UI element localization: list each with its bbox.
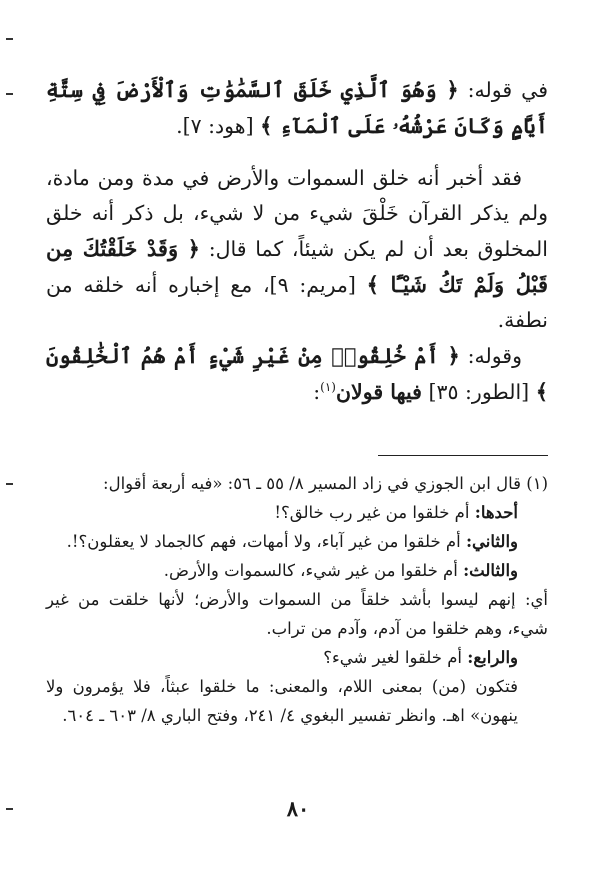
two-opinions-text: فيها قولان bbox=[335, 380, 422, 404]
scan-edge-mark bbox=[6, 38, 13, 40]
footnote-text: فتكون (من) بمعنى اللام، والمعنى: ما خلقوا عبثاً، فلا يؤمرون ولا ينهون» اهـ. وانظر تفسير البغوي ٤/ ٢٤١، وفتح الباري ٨/ ٦٠٣ ـ ٦٠٤. bbox=[46, 677, 518, 725]
paragraph-tur bbox=[46, 338, 548, 410]
main-text bbox=[46, 72, 548, 410]
quran-verse-maryam: ﴿ وَقَدْ خَلَقْتُكَ مِن قَبْلُ وَلَمْ تَكُ شَيْـًٔا ﴾ bbox=[46, 236, 549, 297]
body-text: فقد أخبر أنه خلق السموات والأرض في مدة ومن مادة، ولم يذكر القرآن خَلْقَ شيء من لا شيء، بل ذكر أنه خلق المخلوق بعد أن لم يكن شيئاً، كما قال: bbox=[46, 166, 548, 261]
footnote-reference[interactable]: (١) bbox=[320, 380, 336, 395]
footnote-line bbox=[46, 527, 548, 556]
footnote-line bbox=[46, 556, 548, 585]
page-number: ٨٠ bbox=[286, 796, 310, 821]
footnote-line bbox=[46, 643, 548, 672]
footnote-text: أم خلقوا لغير شيء؟ bbox=[323, 648, 468, 667]
footnote-text: أم خلقوا من غير شيء، كالسموات والأرض. bbox=[163, 561, 464, 580]
colon-text: : bbox=[313, 380, 321, 404]
footnotes bbox=[46, 469, 548, 730]
body-text: [مريم: ٩]، مع إخباره أنه خلقه من نطفة. bbox=[46, 273, 548, 332]
footnote-label: والثاني: bbox=[465, 532, 518, 551]
footnote-intro bbox=[46, 469, 548, 498]
scan-edge-mark bbox=[6, 93, 13, 95]
scan-edge-mark bbox=[6, 483, 13, 485]
intro-text: في قوله: bbox=[458, 78, 548, 102]
footnote-label: والرابع: bbox=[467, 648, 518, 667]
footnote-text: أي: إنهم ليسوا بأشد خلقاً من السموات والأرض؛ لأنها خلقت من غير شيء، وهم خلقوا من آدم، وآدم من تراب. bbox=[46, 590, 548, 638]
footnote-line bbox=[46, 498, 548, 527]
verse-reference: [هود: ٧]. bbox=[176, 114, 261, 138]
intro-text: وقوله: bbox=[459, 344, 522, 368]
paragraph-explanation bbox=[46, 161, 548, 338]
footnote-line bbox=[46, 672, 548, 730]
quran-verse-tur: ﴿ أَمْ خُلِقُوا۟ مِنْ غَيْرِ شَيْءٍ أَمْ هُمُ ٱلْخَٰلِقُونَ ﴾ bbox=[46, 343, 548, 404]
footnote-text: قال ابن الجوزي في زاد المسير ٨/ ٥٥ ـ ٥٦: «فيه أربعة أقوال: bbox=[103, 474, 527, 493]
verse-reference: [الطور: ٣٥] bbox=[421, 380, 536, 404]
footnote-text: أم خلقوا من غير رب خالق؟! bbox=[274, 503, 475, 522]
footnote-label: والثالث: bbox=[463, 561, 518, 580]
footnote-text: أم خلقوا من غير آباء، ولا أمهات، فهم كالجماد لا يعقلون؟!. bbox=[66, 532, 466, 551]
paragraph-hud bbox=[46, 72, 548, 144]
footnote-label: أحدها: bbox=[474, 503, 518, 522]
footnote-divider bbox=[378, 455, 548, 456]
quran-verse-hud: ﴿ وَهُوَ ٱلَّذِي خَلَقَ ٱلسَّمَٰوَٰتِ وَٱلْأَرْضَ فِي سِتَّةِ أَيَّامٍ وَكَانَ عَرْشُهُۥ عَلَى ٱلْمَآءِ ﴾ bbox=[46, 77, 548, 138]
footnote-line bbox=[46, 585, 548, 643]
footnote-marker: (١) bbox=[526, 474, 548, 493]
